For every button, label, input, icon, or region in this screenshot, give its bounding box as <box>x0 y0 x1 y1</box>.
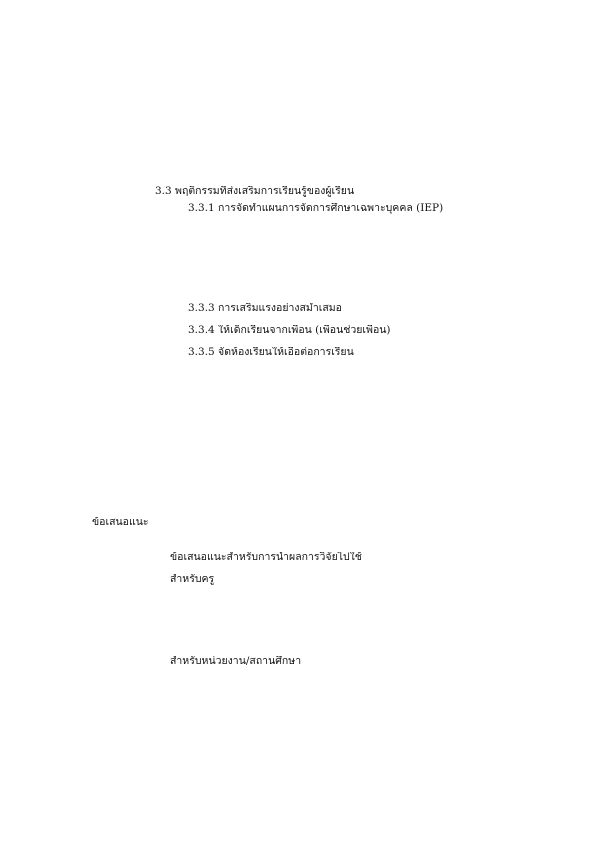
for-institutions-label: สำหรับหน่วยงาน/สถานศึกษา <box>170 656 302 667</box>
item-3-3-1: 3.3.1 การจัดทำแผนการจัดการศึกษาเฉพาะบุคคล (IEP) <box>188 203 444 214</box>
suggestions-sub-heading: ข้อเสนอแนะสำหรับการนำผลการวิจัยไปใช้ <box>170 552 362 563</box>
for-teachers-label: สำหรับครู <box>170 574 215 585</box>
suggestions-heading: ข้อเสนอแนะ <box>92 517 149 528</box>
item-3-3-3: 3.3.3 การเสริมแรงอย่างสม่ำเสมอ <box>188 303 342 314</box>
section-3-3-heading: 3.3 พฤติกรรมที่ส่งเสริมการเรียนรู้ของผู้เรียน <box>155 186 355 197</box>
item-3-3-4: 3.3.4 ให้เด็กเรียนจากเพื่อน (เพื่อนช่วยเพื่อน) <box>188 325 391 336</box>
item-3-3-5: 3.3.5 จัดห้องเรียนให้เอื้อต่อการเรียน <box>188 347 354 358</box>
